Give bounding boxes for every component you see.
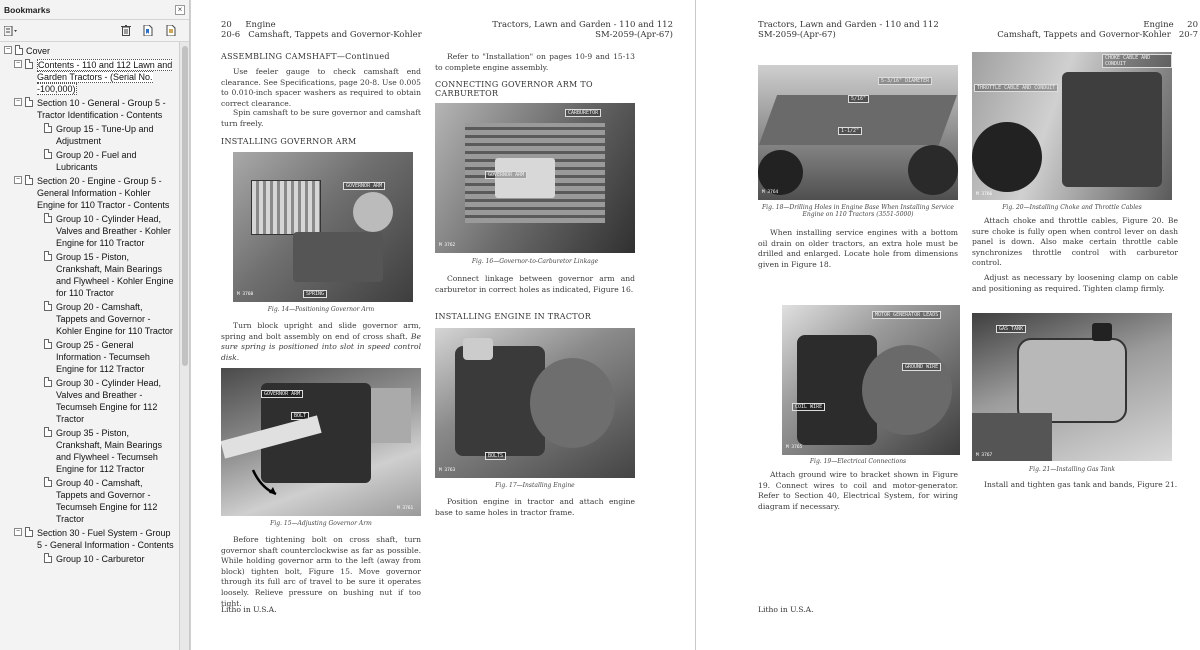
bookmark-page-icon (25, 175, 33, 185)
bookmark-page-icon (44, 123, 52, 133)
section-number: 20 (221, 20, 232, 30)
collapse-toggle-icon[interactable]: − (15, 98, 21, 105)
bookmark-item[interactable] (0, 526, 178, 552)
figure-21-photo: GAS TANK M 3767 (972, 313, 1172, 461)
para-adjust-clamp: Adjust as necessary by loosening clamp on cable and positioning as required. Tighten clamp firmly. (972, 273, 1178, 293)
options-menu-icon[interactable] (4, 24, 18, 38)
bookmarks-scrollbar[interactable] (179, 42, 189, 650)
bookmark-page-icon (44, 477, 52, 487)
bookmark-label: Group 10 - Carburetor (56, 554, 145, 564)
caption-fig-17: Fig. 17—Installing Engine (495, 482, 575, 489)
collapse-toggle-icon[interactable]: − (5, 46, 11, 53)
para-before-tightening: Before tightening bolt on cross shaft, turn governor shaft counterclockwise as far as possible. While holding governor arm to the left (away from block) tighten bolt, Figure 15. Move governor through its full arc of travel to be sure it operates loosely. Relieve pressure on bushing nut if too tight. (221, 535, 421, 608)
figure-15-photo: GOVERNOR ARM BOLT M 3761 (221, 368, 421, 516)
heading-installing-governor-arm: INSTALLING GOVERNOR ARM (221, 137, 357, 146)
bookmark-page-icon (44, 251, 52, 261)
para-connect-linkage: Connect linkage between governor arm and carburetor in correct holes as indicated, Figure 16. (435, 274, 635, 294)
bookmark-page-icon (25, 527, 33, 537)
footer-litho-right: Litho in U.S.A. (758, 605, 814, 614)
bookmark-page-icon (15, 45, 23, 55)
bookmarks-header (0, 0, 189, 20)
bookmark-item[interactable] (0, 174, 178, 212)
bookmarks-panel (0, 0, 190, 650)
bookmark-label: Group 15 - Piston, Crankshaft, Main Bearings and Flywheel - Kohler Engine for 110 Tractor (56, 252, 174, 298)
footer-litho-left: Litho in U.S.A. (221, 605, 277, 614)
caption-fig-16: Fig. 16—Governor-to-Carburetor Linkage (471, 258, 599, 265)
caption-fig-20: Fig. 20—Installing Choke and Throttle Cables (1002, 204, 1142, 211)
bookmark-item[interactable] (0, 250, 178, 300)
bookmark-page-icon (44, 377, 52, 387)
figure-17-photo: BOLTS M 3763 (435, 328, 635, 478)
bookmark-label: Section 10 - General - Group 5 - Tractor Identification - Contents (37, 98, 166, 120)
para-refer-installation: Refer to "Installation" on pages 10-9 and 15-13 to complete engine assembly. (435, 52, 635, 72)
close-icon[interactable]: × (175, 5, 185, 15)
bookmark-item[interactable] (0, 212, 178, 250)
para-turn-block (221, 321, 421, 363)
bookmark-label: Group 30 - Cylinder Head, Valves and Breather - Tecumseh Engine for 112 Tractor (56, 378, 162, 424)
page-header-left (221, 20, 422, 40)
group-title: Camshaft, Tappets and Governor-Kohler (248, 30, 422, 40)
bookmark-item[interactable] (0, 476, 178, 526)
manual-number: SM-2059-(Apr-67) (758, 30, 836, 40)
bookmark-label: Group 15 - Tune-Up and Adjustment (56, 124, 154, 146)
figure-14-photo: GOVERNOR ARM SPRING M 3760 (233, 152, 413, 302)
bookmark-page-icon (44, 213, 52, 223)
para-feeler-gauge: Use feeler gauge to check camshaft end clearance. See Specifications, page 20-8. Use 0.005 to 0.010-inch spacer washers as required to obtain correct clearance. (221, 67, 421, 108)
caption-fig-19: Fig. 19—Electrical Connections (809, 458, 907, 465)
bookmark-page-icon (44, 149, 52, 159)
bookmark-label: Group 25 - General Information - Tecumseh Engine for 112 Tractor (56, 340, 150, 374)
manual-title: Tractors, Lawn and Garden - 110 and 112 (758, 20, 939, 30)
document-viewer[interactable] (190, 0, 1200, 650)
bookmark-item[interactable] (0, 300, 178, 338)
bookmark-page-icon (25, 97, 33, 107)
manual-number: SM-2059-(Apr-67) (595, 30, 673, 40)
page-20-6 (190, 0, 695, 650)
para-attach-ground: Attach ground wire to bracket shown in Figure 19. Connect wires to coil and motor-generator. Refer to Section 40, Electrical System, for wiring diagram if necessary. (758, 470, 958, 511)
bookmark-page-icon (44, 427, 52, 437)
para-position-engine: Position engine in tractor and attach engine base to same holes in tractor frame. (435, 497, 635, 517)
bookmark-item[interactable] (0, 552, 178, 566)
section-number: 20 (1187, 20, 1198, 30)
bookmark-label: Group 10 - Cylinder Head, Valves and Breather - Kohler Engine for 110 Tractor (56, 214, 171, 248)
bookmark-label: Cover (26, 46, 51, 56)
figure-19-photo: MOTOR GENERATOR LEADS GROUND WIRE COIL WIRE M 3765 (782, 305, 960, 455)
bookmark-label: Group 20 - Fuel and Lubricants (56, 150, 137, 172)
bookmark-item[interactable] (0, 338, 178, 376)
bookmark-item[interactable] (0, 148, 178, 174)
expand-icon[interactable] (163, 24, 177, 38)
caption-fig-14: Fig. 14—Positioning Governor Arm (267, 306, 375, 313)
section-title: Engine (1143, 20, 1174, 30)
bookmark-page-icon (44, 339, 52, 349)
bookmark-item[interactable] (0, 96, 178, 122)
figure-20-photo: THROTTLE CABLE AND CONDUIT CHOKE CABLE AND CONDUIT M 3766 (972, 52, 1172, 200)
page-header-right (453, 20, 673, 40)
para-attach-choke: Attach choke and throttle cables, Figure 20. Be sure choke is fully open when control lever on dash panel is down. Also make certain throttle cable synchronizes throttle control with carburetor control. (972, 216, 1178, 268)
bookmark-item[interactable] (0, 44, 178, 58)
page-header-left (758, 20, 939, 40)
para-turn-block-text: Turn block upright and slide governor arm, spring and bolt assembly on end of cross shaft. (221, 321, 421, 341)
scrollbar-thumb[interactable] (182, 46, 188, 366)
caption-fig-21: Fig. 21—Installing Gas Tank (1028, 466, 1115, 473)
page-20-7 (695, 0, 1200, 650)
bookmark-page-icon (25, 59, 33, 69)
collapse-toggle-icon[interactable]: − (15, 528, 21, 535)
page-number: 20-6 (221, 30, 241, 40)
new-bookmark-icon[interactable] (141, 24, 155, 38)
bookmark-page-icon (44, 553, 52, 563)
bookmark-item[interactable] (0, 426, 178, 476)
para-install-tank: Install and tighten gas tank and bands, Figure 21. (984, 480, 1178, 489)
bookmark-label: Contents - 110 and 112 Lawn and Garden Tractors - (Serial No. -100,000) (37, 60, 173, 94)
bookmarks-title: Bookmarks (4, 4, 51, 15)
bookmark-page-icon (44, 301, 52, 311)
bookmark-item[interactable] (0, 122, 178, 148)
collapse-toggle-icon[interactable]: − (15, 60, 21, 67)
heading-assembling-camshaft: ASSEMBLING CAMSHAFT—Continued (221, 52, 390, 61)
page-number: 20-7 (1178, 30, 1198, 40)
para-turn-block-note: Be sure spring is positioned into slot in speed control disk. (221, 331, 421, 362)
bookmarks-tree[interactable] (0, 42, 178, 650)
caption-fig-18: Fig. 18—Drilling Holes in Engine Base When Installing Service Engine on 110 Tractors (3551-5000) (762, 204, 954, 218)
bookmark-item[interactable] (0, 376, 178, 426)
para-when-installing: When installing service engines with a bottom oil drain on older tractors, an extra hole must be drilled and enlarged. Locate hole from dimensions given in Figure 18. (758, 228, 958, 269)
caption-fig-15: Fig. 15—Adjusting Governor Arm (270, 520, 372, 527)
heading-connecting-governor: CONNECTING GOVERNOR ARM TO CARBURETOR (435, 80, 593, 98)
bookmark-label: Section 20 - Engine - Group 5 - General Information - Kohler Engine for 110 Tractor - Contents (37, 176, 170, 210)
bookmark-label: Section 30 - Fuel System - Group 5 - General Information - Contents (37, 528, 174, 550)
section-title: Engine (245, 20, 276, 30)
para-spin-camshaft: Spin camshaft to be sure governor and camshaft turn freely. (221, 108, 421, 128)
figure-16-photo: CARBURETOR GOVERNOR ARM M 3762 (435, 103, 635, 253)
bookmark-label: Group 35 - Piston, Crankshaft, Main Bearings and Flywheel - Tecumseh Engine for 112 Tractor (56, 428, 163, 474)
bookmarks-toolbar (0, 20, 189, 42)
group-title: Camshaft, Tappets and Governor-Kohler (997, 30, 1171, 40)
delete-icon[interactable] (119, 24, 133, 38)
bookmark-label: Group 20 - Camshaft, Tappets and Governor - Kohler Engine for 110 Tractor (56, 302, 173, 336)
figure-18-photo: 5-3/16" DIAMETER 5/16" 1-1/2" M 3764 (758, 65, 958, 200)
bookmark-label: Group 40 - Camshaft, Tappets and Governor - Tecumseh Engine for 112 Tractor (56, 478, 158, 524)
heading-installing-engine: INSTALLING ENGINE IN TRACTOR (435, 312, 592, 321)
manual-title: Tractors, Lawn and Garden - 110 and 112 (492, 20, 673, 30)
bookmark-item[interactable] (0, 58, 178, 96)
collapse-toggle-icon[interactable]: − (15, 176, 21, 183)
page-header-right (936, 20, 1198, 40)
